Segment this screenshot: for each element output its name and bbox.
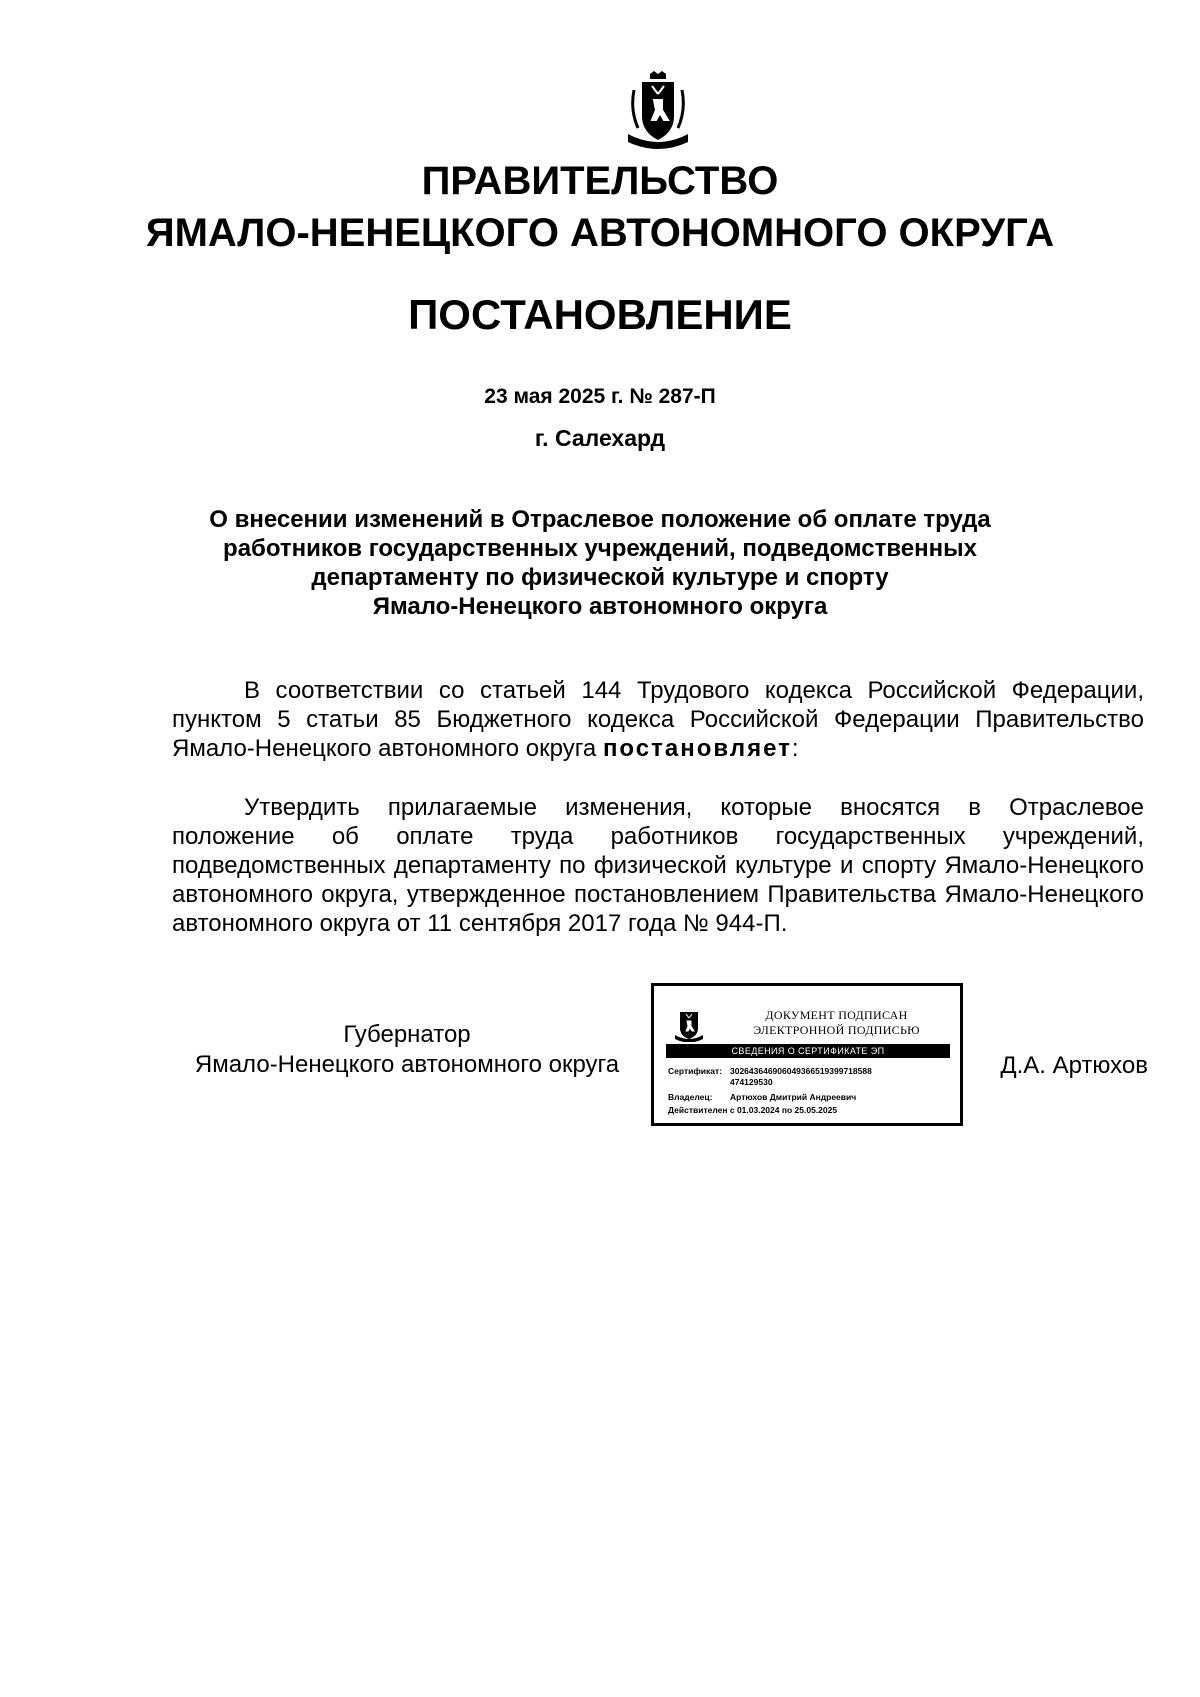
org-title-line2: ЯМАЛО-НЕНЕЦКОГО АВТОНОМНОГО ОКРУГА [145,211,1055,255]
document-date-number: 23 мая 2025 г. № 287-П [484,385,716,408]
para1-end: : [791,735,799,762]
para1-emphasis: постановляет [602,735,792,762]
document-city: г. Салехард [534,425,666,451]
subject-line4: Ямало-Ненецкого автономного округа [372,593,828,620]
position-line1: Губернатор [343,1021,471,1048]
coat-of-arms-icon [674,1008,704,1042]
stamp-title-line1: ДОКУМЕНТ ПОДПИСАН [765,1008,908,1022]
cert-value-1: 302643646906049366519399718588 [730,1066,872,1076]
owner-label: Владелец: [668,1092,713,1102]
subject-line2: работников государственных учреждений, подведомственных [223,535,977,562]
body-paragraph-1 [172,676,1144,763]
electronic-signature-stamp [651,983,963,1126]
para2-text: Утвердить прилагаемые изменения, которые вносятся в Отраслевое положение об оплате труда работников государственных учреждений, подведомственных департаменту по физической культуре и спорту Ямало-Ненецкого автономного округа, утвержденное постановлением Правительства Ямало-Ненецкого автономного округа от 11 сентября 2017 года № 944-П. [172,794,1144,937]
organization-title [0,155,1200,259]
org-title-line1: ПРАВИТЕЛЬСТВО [421,159,779,203]
stamp-certificate-bar: СВЕДЕНИЯ О СЕРТИФИКАТЕ ЭП [666,1044,950,1058]
stamp-title [724,1008,949,1038]
coat-of-arms-icon [620,70,696,154]
subject-line3: департаменту по физической культуре и спорту [311,564,889,591]
cert-value-2: 474129530 [730,1077,773,1087]
stamp-owner-row [668,1092,856,1103]
stamp-title-line2: ЭЛЕКТРОННОЙ ПОДПИСЬЮ [753,1023,920,1037]
signatory-position [172,1020,642,1080]
position-line2: Ямало-Ненецкого автономного округа [194,1051,620,1078]
subject-line1: О внесении изменений в Отраслевое положение об оплате труда [209,506,991,533]
owner-value: Артюхов Дмитрий Андреевич [730,1092,857,1102]
signer-name: Д.А. Артюхов [1000,1052,1148,1079]
body-paragraph-2 [172,793,1144,938]
document-type: ПОСТАНОВЛЕНИЕ [408,291,792,338]
stamp-certificate-row [668,1066,872,1077]
stamp-validity: Действителен с 01.03.2024 по 25.05.2025 [668,1105,838,1115]
para1-text: В соответствии со статьей 144 Трудового кодекса Российской Федерации, пунктом 5 статьи 85 Бюджетного кодекса Российской Федерации Правительство Ямало-Ненецкого автономного округа [172,677,1144,762]
cert-label: Сертификат: [668,1066,722,1076]
document-subject [0,505,1200,621]
